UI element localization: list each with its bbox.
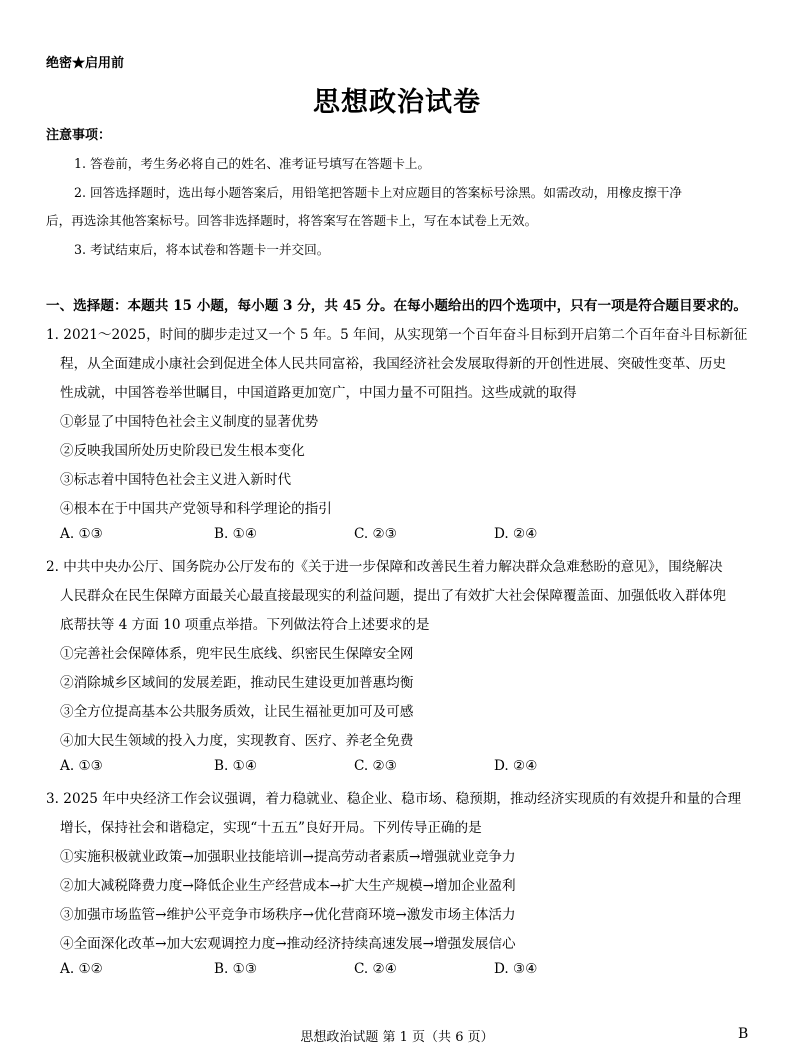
section-heading: 一、选择题：本题共 15 小题，每小题 3 分，共 45 分。在每小题给出的四个选项中，只有一项是符合题目要求的。 xyxy=(46,298,747,314)
confidential-label: 绝密★启用前 xyxy=(46,56,125,71)
answer-choice-c: C. ②③ xyxy=(354,758,397,774)
notice-line: 3. 考试结束后，将本试卷和答题卡一并交回。 xyxy=(74,242,330,257)
statement-option: ④加大民生领域的投入力度，实现教育、医疗、养老全免费 xyxy=(60,733,414,749)
statement-option: ④根本在于中国共产党领导和科学理论的指引 xyxy=(60,501,332,517)
statement-option: ③加强市场监管→维护公平竞争市场秩序→优化营商环境→激发市场主体活力 xyxy=(60,907,516,923)
answer-choice-c: C. ②③ xyxy=(354,526,397,542)
notice-line: 1. 答卷前，考生务必将自己的姓名、准考证号填写在答题卡上。 xyxy=(74,156,431,171)
answer-choice-a: A. ①② xyxy=(60,961,103,977)
notice-line: 后，再选涂其他答案标号。回答非选择题时，将答案写在答题卡上，写在本试卷上无效。 xyxy=(46,213,538,228)
question-stem-line: 程，从全面建成小康社会到促进全体人民共同富裕，我国经济社会发展取得新的开创性进展、突破性变革、历史 xyxy=(60,356,727,372)
statement-option: ①彰显了中国特色社会主义制度的显著优势 xyxy=(60,414,319,430)
version-label: B xyxy=(738,1026,749,1042)
statement-option: ①完善社会保障体系，兜牢民生底线、织密民生保障安全网 xyxy=(60,646,414,662)
answer-choice-b: B. ①④ xyxy=(214,758,258,774)
statement-option: ①实施积极就业政策→加强职业技能培训→提高劳动者素质→增强就业竞争力 xyxy=(60,849,516,865)
answer-choice-b: B. ①③ xyxy=(214,961,258,977)
question-stem-line: 2. 中共中央办公厅、国务院办公厅发布的《关于进一步保障和改善民生着力解决群众急难愁盼的意见》，围绕解决 xyxy=(46,559,723,575)
statement-option: ②加大减税降费力度→降低企业生产经营成本→扩大生产规模→增加企业盈利 xyxy=(60,878,516,894)
statement-option: ②消除城乡区域间的发展差距，推动民生建设更加普惠均衡 xyxy=(60,675,414,691)
statement-option: ②反映我国所处历史阶段已发生根本变化 xyxy=(60,443,305,459)
statement-option: ③全方位提高基本公共服务质效，让民生福祉更加可及可感 xyxy=(60,704,414,720)
statement-option: ④全面深化改革→加大宏观调控力度→推动经济持续高速发展→增强发展信心 xyxy=(60,936,516,952)
question-stem-line: 1. 2021～2025，时间的脚步走过又一个 5 年。5 年间，从实现第一个百年奋斗目标到开启第二个百年奋斗目标新征 xyxy=(46,327,748,343)
answer-choice-b: B. ①④ xyxy=(214,526,258,542)
answer-choice-c: C. ②④ xyxy=(354,961,397,977)
page-title: 思想政治试卷 xyxy=(313,87,481,118)
page-footer: 思想政治试题 第 1 页（共 6 页） xyxy=(300,1030,494,1045)
question-stem-line: 人民群众在民生保障方面最关心最直接最现实的利益问题，提出了有效扩大社会保障覆盖面、加强低收入群体兜 xyxy=(60,588,727,604)
answer-choice-a: A. ①③ xyxy=(60,526,103,542)
question-stem-line: 增长，保持社会和谐稳定，实现“十五五”良好开局。下列传导正确的是 xyxy=(60,820,482,836)
statement-option: ③标志着中国特色社会主义进入新时代 xyxy=(60,472,292,488)
question-stem-line: 性成就，中国答卷举世瞩目，中国道路更加宽广，中国力量不可阻挡。这些成就的取得 xyxy=(60,385,577,401)
question-stem-line: 底帮扶等 4 方面 10 项重点举措。下列做法符合上述要求的是 xyxy=(60,617,430,633)
answer-choice-d: D. ②④ xyxy=(494,526,538,542)
answer-choice-d: D. ②④ xyxy=(494,758,538,774)
notice-heading: 注意事项： xyxy=(46,128,112,143)
question-stem-line: 3. 2025 年中央经济工作会议强调，着力稳就业、稳企业、稳市场、稳预期，推动经济实现质的有效提升和量的合理 xyxy=(46,791,742,807)
notice-line: 2. 回答选择题时，选出每小题答案后，用铅笔把答题卡上对应题目的答案标号涂黑。如需改动，用橡皮擦干净 xyxy=(74,185,682,200)
answer-choice-d: D. ③④ xyxy=(494,961,538,977)
answer-choice-a: A. ①③ xyxy=(60,758,103,774)
